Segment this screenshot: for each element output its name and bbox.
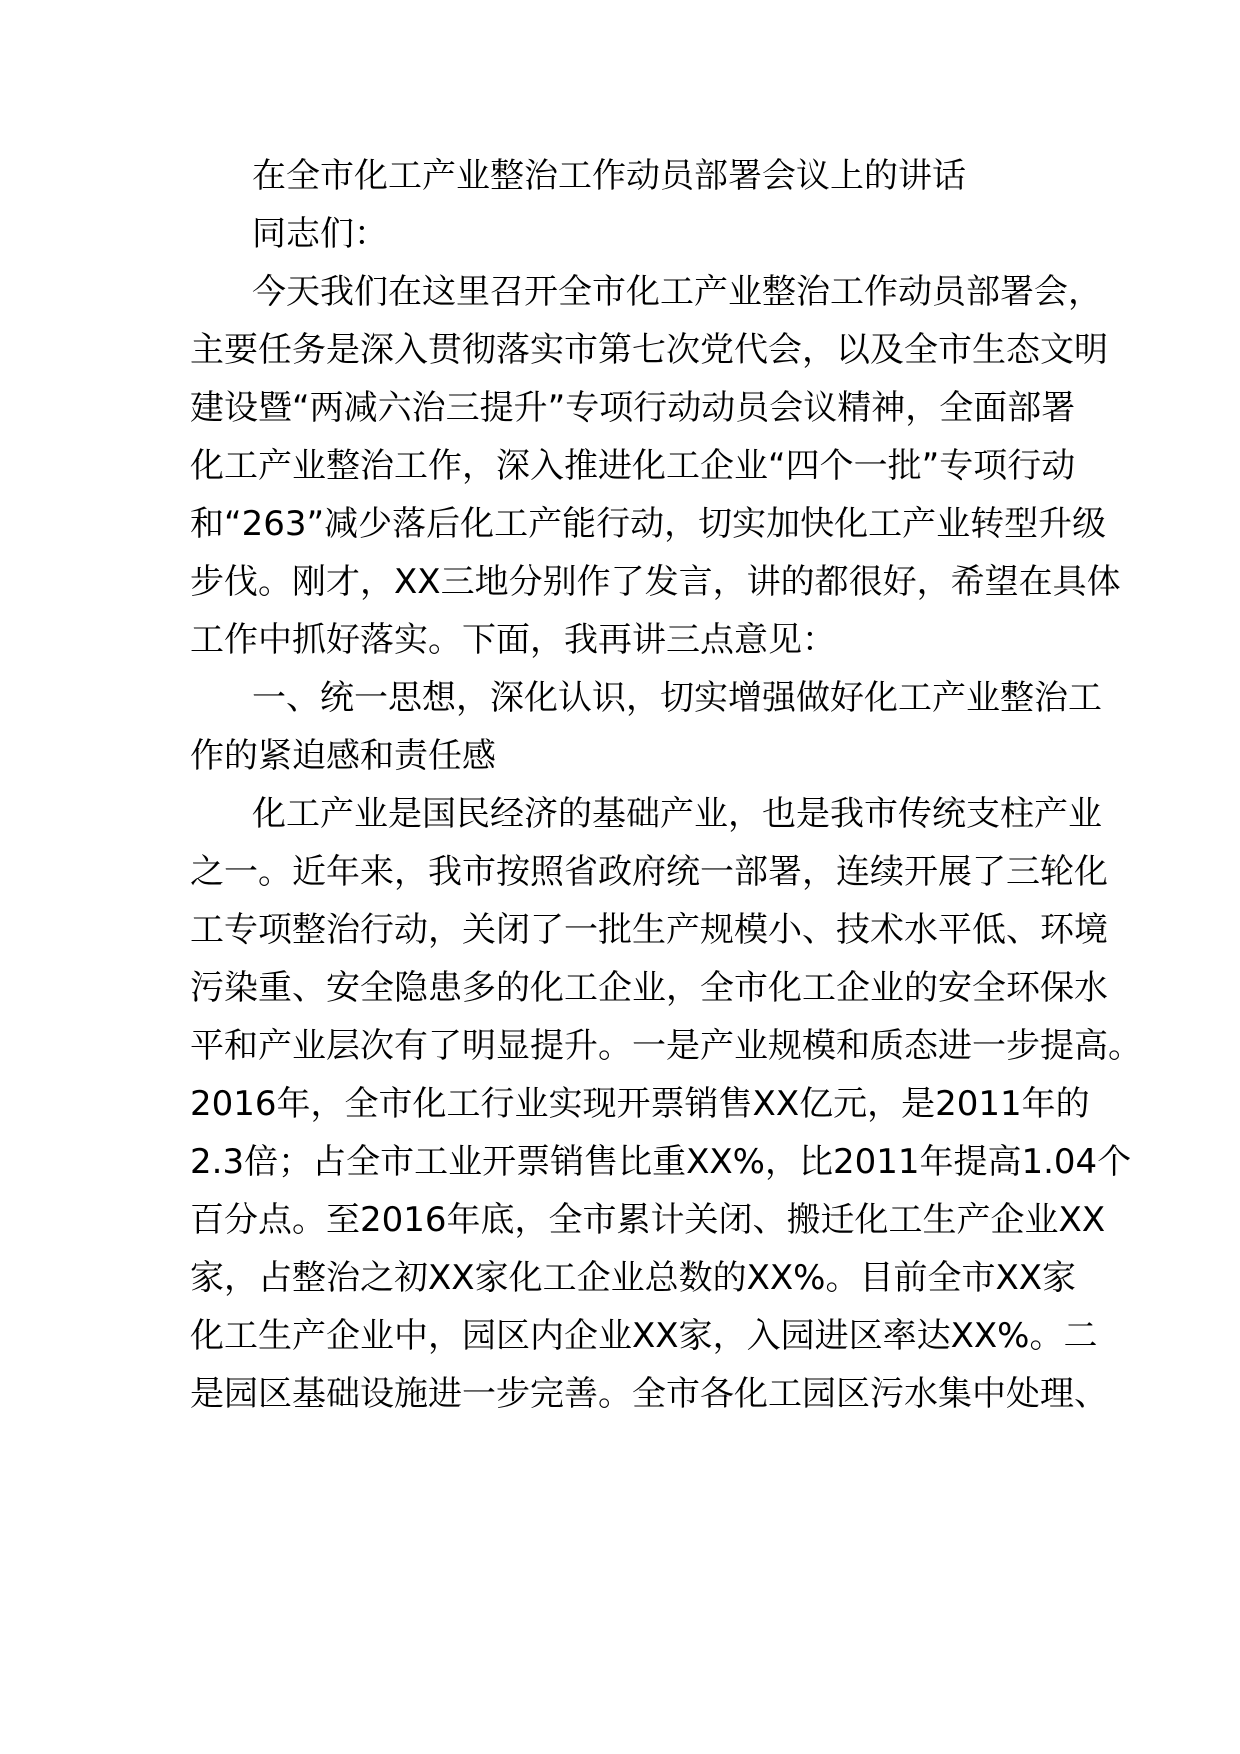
section-heading-line: 作的紧迫感和责任感 <box>190 736 496 776</box>
salutation: 同志们： <box>252 214 388 254</box>
paragraph-line: 化工产业整治工作，深入推进化工企业“四个一批”专项行动 <box>190 446 1076 486</box>
paragraph-line: 家，占整治之初XX家化工企业总数的XX%。目前全市XX家 <box>190 1258 1077 1298</box>
paragraph-line: 2.3倍；占全市工业开票销售比重XX%，比2011年提高1.04个 <box>190 1142 1132 1182</box>
paragraph-line: 化工产业是国民经济的基础产业，也是我市传统支柱产业 <box>252 794 1102 834</box>
paragraph-line: 主要任务是深入贯彻落实市第七次党代会，以及全市生态文明 <box>190 330 1108 370</box>
document-title: 在全市化工产业整治工作动员部署会议上的讲话 <box>252 156 966 196</box>
paragraph-line: 是园区基础设施进一步完善。全市各化工园区污水集中处理、 <box>190 1374 1108 1414</box>
paragraph-line: 今天我们在这里召开全市化工产业整治工作动员部署会， <box>252 272 1102 312</box>
paragraph-line: 百分点。至2016年底，全市累计关闭、搬迁化工生产企业XX <box>190 1200 1106 1240</box>
paragraph-line: 化工生产企业中，园区内企业XX家，入园进区率达XX%。二 <box>190 1316 1098 1356</box>
paragraph-line: 和“263”减少落后化工产能行动，切实加快化工产业转型升级 <box>190 504 1107 544</box>
paragraph-line: 工专项整治行动，关闭了一批生产规模小、技术水平低、环境 <box>190 910 1108 950</box>
paragraph-line: 步伐。刚才，XX三地分别作了发言，讲的都很好，希望在具体 <box>190 562 1121 602</box>
paragraph-line: 平和产业层次有了明显提升。一是产业规模和质态进一步提高。 <box>190 1026 1142 1066</box>
paragraph-line: 工作中抓好落实。下面，我再讲三点意见： <box>190 620 836 660</box>
paragraph-line: 建设暨“两减六治三提升”专项行动动员会议精神，全面部署 <box>190 388 1076 428</box>
section-heading-line: 一、统一思想，深化认识，切实增强做好化工产业整治工 <box>252 678 1102 718</box>
paragraph-line: 之一。近年来，我市按照省政府统一部署，连续开展了三轮化 <box>190 852 1108 892</box>
paragraph-line: 2016年，全市化工行业实现开票销售XX亿元，是2011年的 <box>190 1084 1090 1124</box>
paragraph-line: 污染重、安全隐患多的化工企业，全市化工企业的安全环保水 <box>190 968 1108 1008</box>
